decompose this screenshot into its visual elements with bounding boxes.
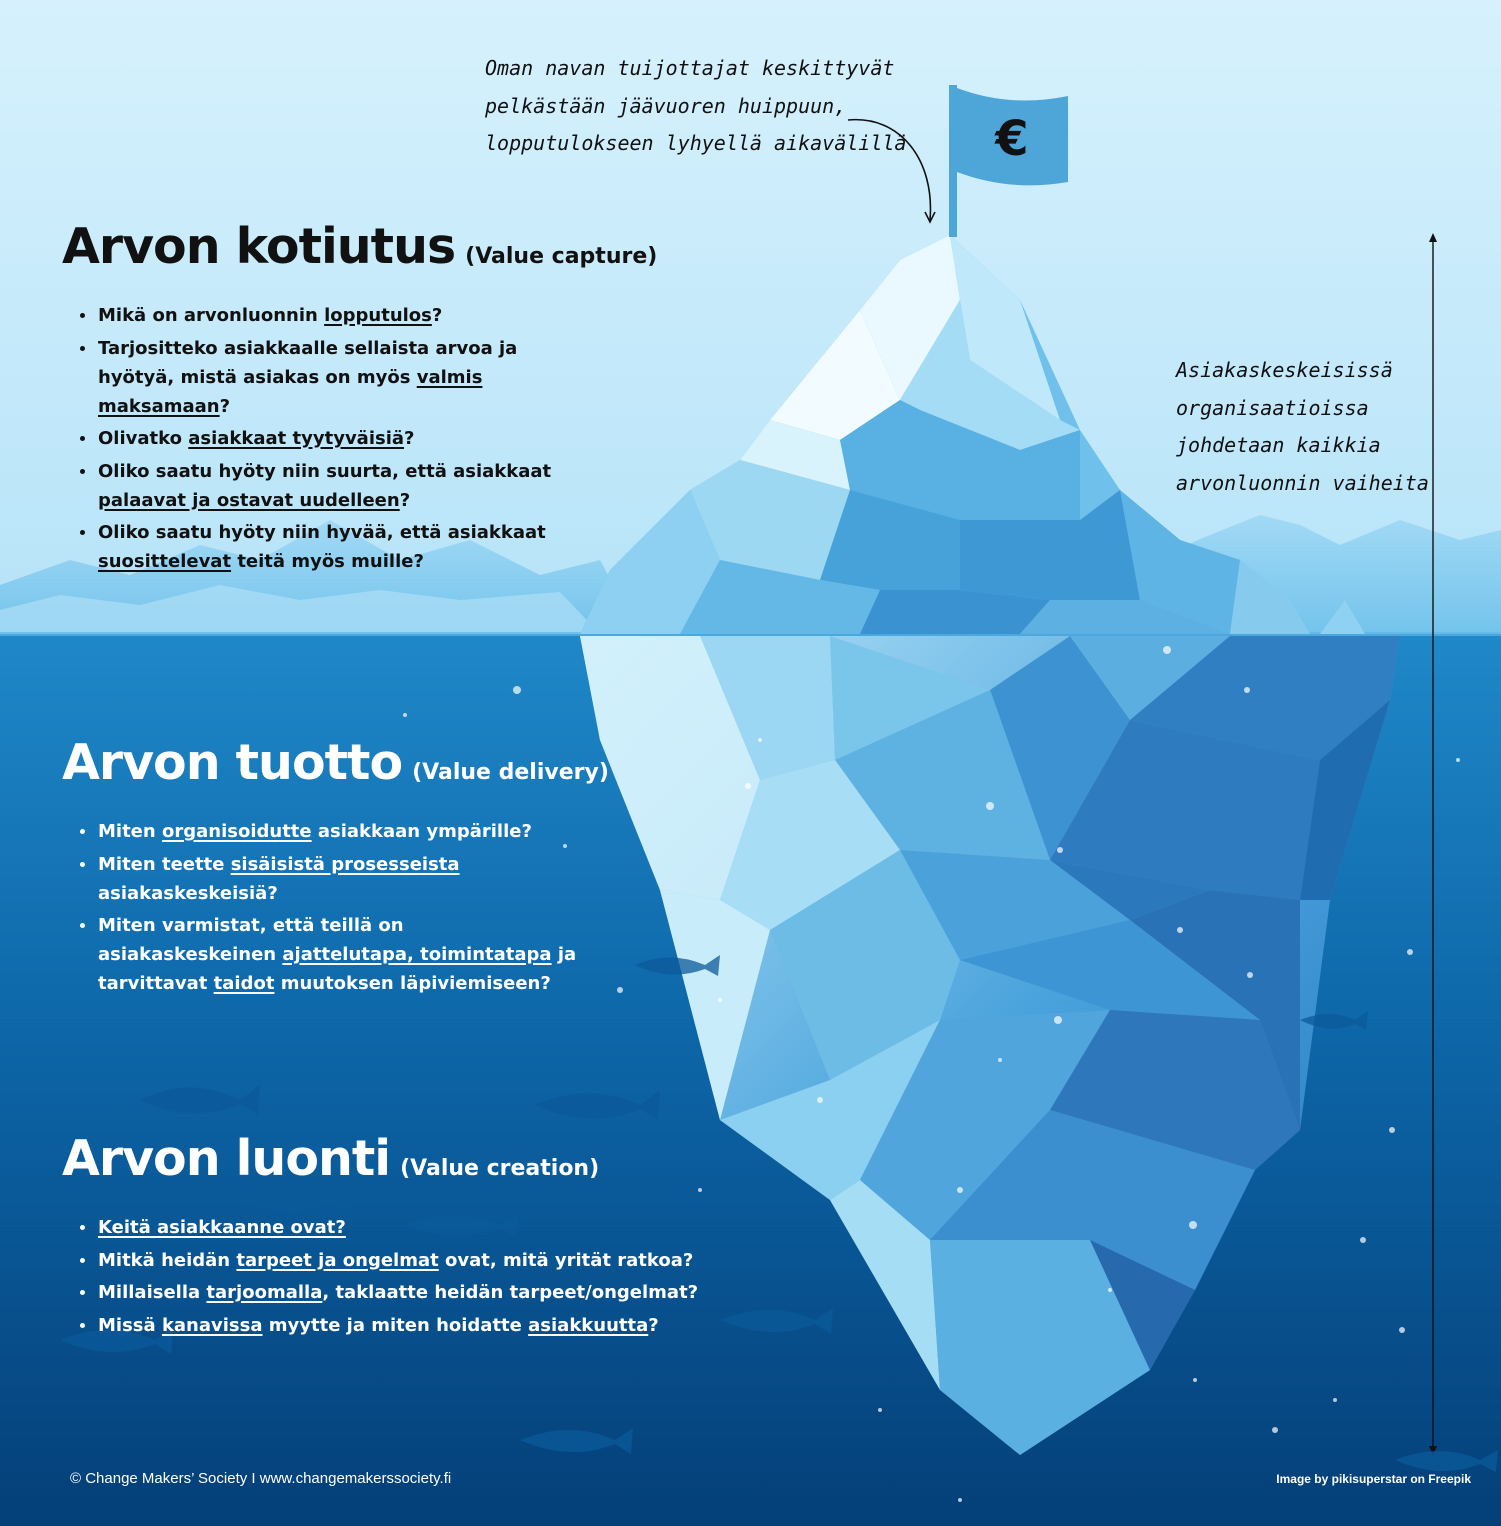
question-text: Oliko saatu hyöty niin suurta, että asiakkaat [98,460,552,482]
question-text: Oliko saatu hyöty niin hyvää, että asiakkaat [98,522,546,543]
question-text: ovat, mitä yrität ratkoa? [438,1249,694,1271]
section-subtitle: (Value delivery) [412,760,609,785]
euro-icon: € [995,111,1029,167]
emphasized-term: tarjoomalla [206,1282,323,1303]
top-note-line: lopputulokseen lyhyellä aikavälillä [485,131,907,155]
emphasized-term: taidot [213,973,275,994]
emphasized-term: ajattelutapa, toimintatapa [282,944,552,965]
question-item [62,1278,702,1307]
question-item [62,334,582,421]
question-item [62,424,582,453]
top-note-line: Oman navan tuijottajat keskittyvät [485,56,895,80]
question-item [62,457,582,515]
question-text: ? [404,428,415,449]
question-text: Miten varmistat, että teillä on asiakaskeskeinen [98,915,404,965]
emphasized-term: suosittelevat [98,551,232,572]
question-text: Millaisella [98,1282,207,1303]
question-item [62,1246,702,1275]
question-text: Mitkä heidän [98,1249,237,1271]
emphasized-term: kanavissa [161,1314,263,1336]
side-note-line: johdetaan kaikkia [1176,433,1381,457]
footer-image-credit: Image by pikisuperstar on Freepik [1276,1472,1471,1486]
question-text: ? [399,489,411,511]
emphasized-term: organisoidutte [161,821,312,842]
question-item [62,301,582,330]
question-item [62,518,582,576]
section-value-creation [62,1130,702,1343]
emphasized-term: asiakkaat tyytyväisiä [188,428,405,449]
question-text: Mikä on arvonluonnin [98,305,325,326]
section-value-capture [62,218,682,580]
question-text: myytte ja miten hoidatte [262,1314,529,1336]
side-note [1176,352,1429,502]
emphasized-term: lopputulos [324,305,432,326]
question-text: ? [431,305,443,326]
emphasized-term: Keitä asiakkaanne ovat? [98,1217,346,1238]
question-text: Miten [98,821,162,842]
section-title: Arvon kotiutus (Value capture) [62,218,658,275]
question-text: muutoksen läpiviemiseen? [274,973,551,994]
question-text: Miten teette [98,853,231,875]
top-note-line: pelkästään jäävuoren huippuun, [485,93,847,118]
question-item [62,850,582,908]
emphasized-term: valmis maksamaan [98,366,483,417]
question-text: teitä myös muille? [231,551,424,572]
emphasized-term: palaavat ja ostavat uudelleen [98,489,400,511]
question-text: asiakkaan ympärille? [311,821,532,842]
question-list [62,301,582,576]
question-text: asiakaskeskeisiä? [98,882,278,904]
question-item [62,817,582,846]
section-subtitle: (Value creation) [400,1156,600,1181]
emphasized-term: sisäisistä prosesseista [230,853,460,875]
side-note-line: arvonluonnin vaiheita [1176,470,1429,495]
question-text: ? [648,1314,659,1336]
section-subtitle: (Value capture) [465,244,658,269]
question-item [62,1213,702,1242]
top-note [485,50,906,163]
question-item [62,911,582,998]
question-text: Missä [98,1314,162,1336]
question-list [62,1213,702,1340]
side-note-line: organisaatioissa [1176,395,1369,420]
question-text: ? [219,395,231,417]
question-list [62,817,582,998]
question-text: Tarjositteko asiakkaalle sellaista arvoa ja hyötyä, mistä asiakas on myös [98,337,518,388]
question-text: ja tarvittavat [98,944,577,994]
question-text: , taklaatte heidän tarpeet/ongelmat? [322,1282,699,1303]
footer-copyright: © Change Makers’ Society I www.changemakerssociety.fi [70,1470,452,1487]
section-title: Arvon luonti (Value creation) [62,1130,600,1187]
emphasized-term: tarpeet ja ongelmat [236,1249,439,1271]
section-value-delivery [62,734,682,1002]
question-item [62,1311,702,1340]
emphasized-term: asiakkuutta [528,1314,649,1336]
question-text: Olivatko [98,428,189,449]
side-note-line: Asiakaskeskeisissä [1176,358,1393,382]
section-title: Arvon tuotto (Value delivery) [62,734,609,791]
